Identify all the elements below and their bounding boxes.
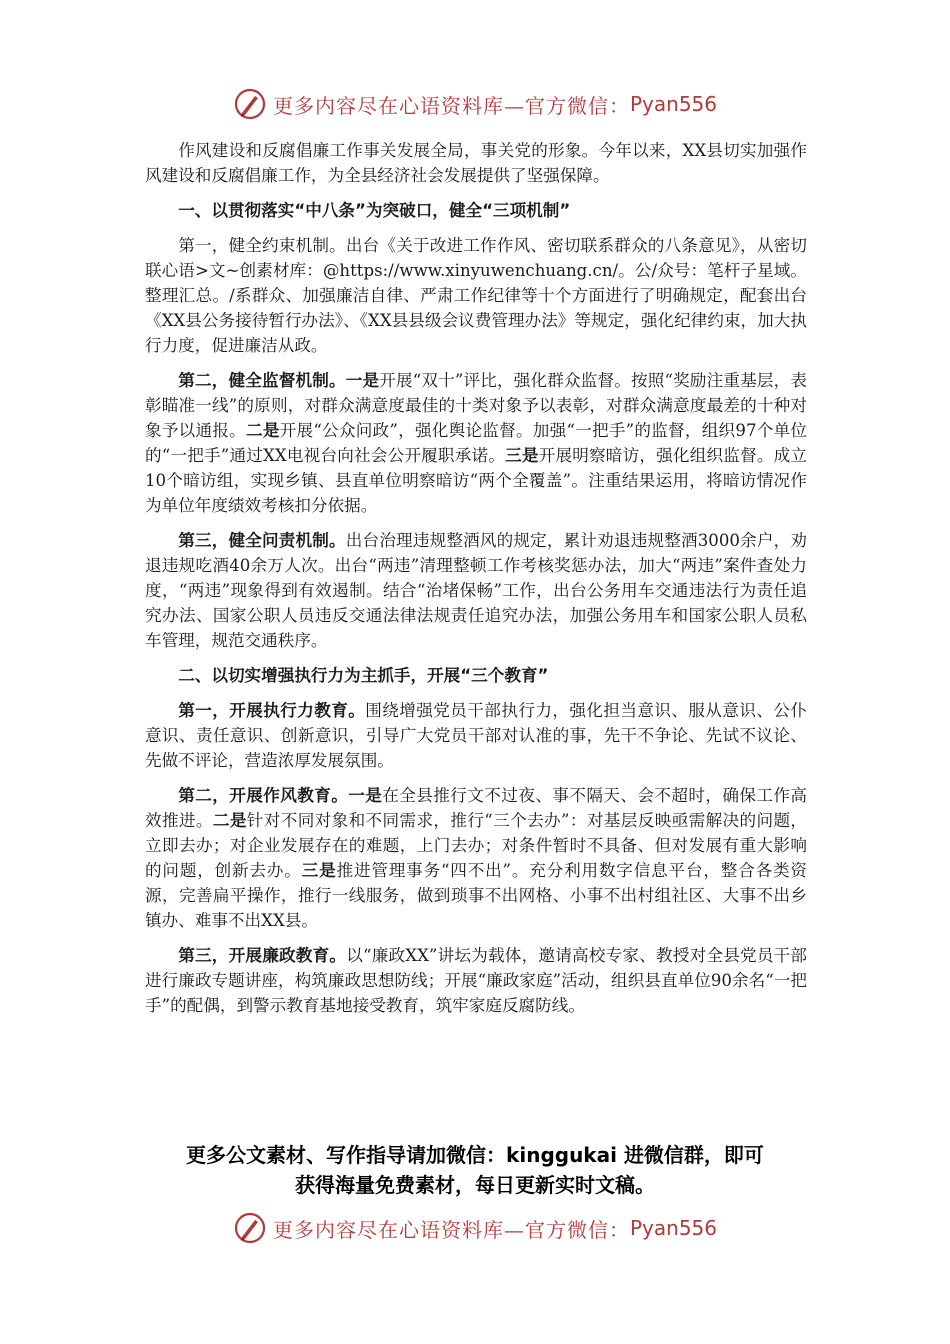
section-1-paragraph-1: 第一，健全约束机制。出台《关于改进工作作风、密切联系群众的八条意见》，从密切联心语>文~创素材库：@https://www.xinyuwenchuang.cn/。公/众号：笔杆子星域。整理汇总。/系群众、加强廉洁自律、严肃工作纪律等十个方面进行了明确规定，配套出台《XX县公务接待暂行办法》、《XX县县级会议费管理办法》等规定，强化纪律约束，加大执行力度，促进廉洁从政。 [145,236,807,355]
item-marker: 一是 [345,371,380,390]
document-body [145,138,807,1028]
promo-notice-line-1: 更多公文素材、写作指导请加微信：kinggukai 进微信群，即可 [186,1143,764,1167]
pen-circle-logo-icon [233,1211,267,1245]
section-1-paragraph-3 [145,528,807,653]
section-2-paragraph-1 [145,698,807,773]
item-marker: 二是 [212,811,247,830]
section-1-heading: 一、以贯彻落实“中八条”为突破口，健全“三项机制” [178,201,571,220]
item-text: 开展明察暗访，强化组织监督。成立10个暗访组，实现乡镇、县直单位明察暗访“两个全覆盖”。注重结果运用，将暗访情况作为单位年度绩效考核扣分依据。 [145,446,808,515]
promo-notice [130,1140,820,1200]
banner-wechat-id: Pyan556 [629,1216,717,1240]
header-banner [0,84,950,124]
item-text: 开展“公众问政”，强化舆论监督。加强“一把手”的监督，组织97个单位的“一把手”通过XX电视台向社会公开履职承诺。 [145,421,808,465]
paragraph-lead: 第三，健全问责机制。 [178,531,346,550]
paragraph-text: 出台治理违规整酒风的规定，累计劝退违规整酒3000余户，劝退违规吃酒40余万人次。出台“两违”清理整顿工作考核奖惩办法，加大“两违”案件查处力度，“两违”现象得到有效遏制。结合“治堵保畅”工作，出台公务用车交通违法行为责任追究办法、国家公职人员违反交通法律法规责任追究办法，加强公务用车和国家公职人员私车管理，规范交通秩序。 [145,531,807,650]
section-2-paragraph-2 [145,783,807,933]
section-2-heading: 二、以切实增强执行力为主抓手，开展“三个教育” [178,666,549,685]
item-text: 开展“双十”评比，强化群众监督。按照“奖励注重基层，表彰瞄准一线”的原则，对群众满意度最佳的十类对象予以表彰，对群众满意度最差的十种对象予以通报。 [145,371,808,440]
paragraph-lead: 第二，开展作风教育。 [178,786,349,805]
banner-text: 更多内容尽在心语资料库—官方微信： [272,1217,630,1242]
paragraph-lead: 第一，开展执行力教育。 [178,701,366,720]
item-text: 推进管理事务“四不出”。充分利用数字信息平台，整合各类资源，完善扁平操作，推行一线服务，做到琐事不出网格、小事不出村组社区、大事不出乡镇办、难事不出XX县。 [145,861,808,930]
item-marker: 一是 [348,786,383,805]
section-1-paragraph-2 [145,368,807,518]
promo-notice-line-2: 获得海量免费素材，每日更新实时文稿。 [295,1173,655,1197]
item-text: 针对不同对象和不同需求，推行“三个去办”：对基层反映亟需解决的问题，立即去办；对企业发展存在的难题，上门去办；对条件暂时不具备、但对发展有重大影响的问题，创新去办。 [145,811,808,880]
item-marker: 二是 [246,421,280,440]
section-2-paragraph-3 [145,943,807,1018]
item-marker: 三是 [505,446,539,465]
paragraph-lead: 第三，开展廉政教育。 [178,946,347,965]
footer-banner [0,1208,950,1248]
paragraph-lead: 第二，健全监督机制。 [178,371,346,390]
item-marker: 三是 [301,861,337,880]
pen-circle-logo-icon [233,87,267,121]
banner-wechat-id: Pyan556 [629,92,717,116]
intro-paragraph: 作风建设和反腐倡廉工作事关发展全局，事关党的形象。今年以来，XX县切实加强作风建设和反腐倡廉工作，为全县经济社会发展提供了坚强保障。 [145,141,807,185]
banner-text: 更多内容尽在心语资料库—官方微信： [272,93,630,118]
paragraph-text: 围绕增强党员干部执行力，强化担当意识、服从意识、公仆意识、责任意识、创新意识，引导广大党员干部对认准的事，先干不争论、先试不议论、先做不评论，营造浓厚发展氛围。 [145,701,808,770]
paragraph-text: 以“廉政XX”讲坛为载体，邀请高校专家、教授对全县党员干部进行廉政专题讲座，构筑廉政思想防线；开展“廉政家庭”活动，组织县直单位90余名“一把手”的配偶，到警示教育基地接受教育，筑牢家庭反腐防线。 [145,946,808,1015]
item-text: 在全县推行文不过夜、事不隔天、会不超时，确保工作高效推进。 [145,786,808,830]
